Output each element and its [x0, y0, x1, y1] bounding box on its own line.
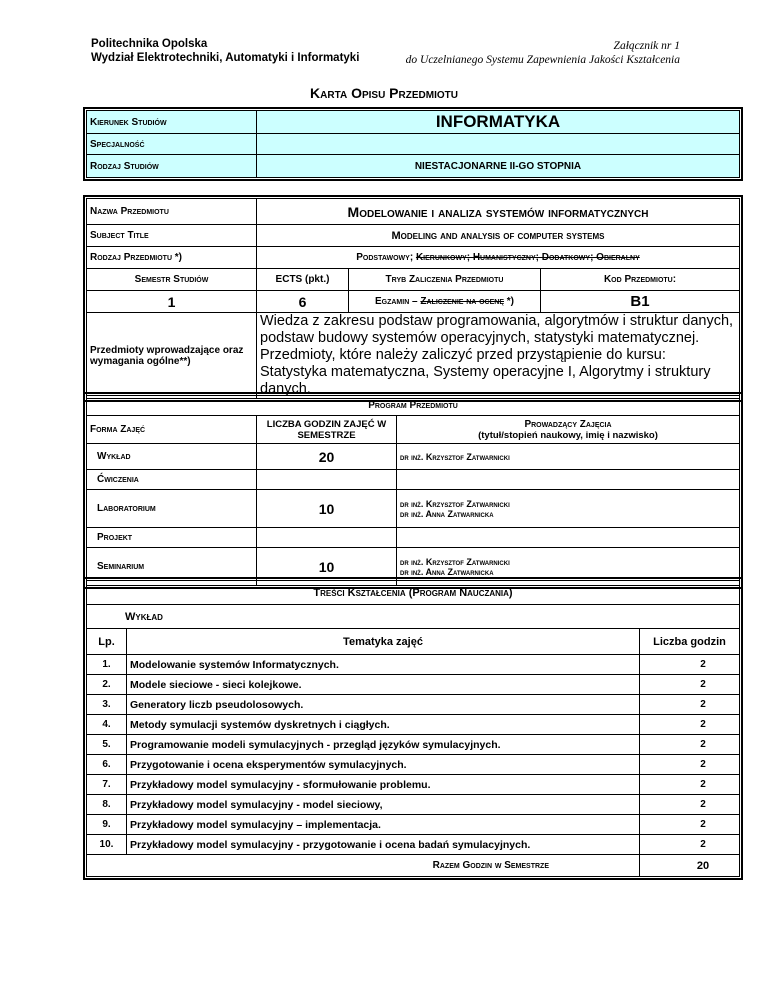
- mode-value: [349, 291, 541, 313]
- direction-label: Kierunek Studiów: [87, 111, 257, 134]
- content-heading: Treści Kształcenia (Program Nauczania): [87, 581, 740, 605]
- table-row: [87, 695, 740, 715]
- mode-label: Tryb Zaliczenia Przedmiotu: [349, 269, 541, 291]
- prereq-label: Przedmioty wprowadzające oraz wymagania ogólne**): [87, 313, 257, 399]
- teacher-1: dr inż. Krzysztof Zatwarnicki: [400, 451, 510, 462]
- direction-value: INFORMATYKA: [257, 111, 740, 134]
- col-teacher-subtitle: (tytuł/stopień naukowy, imię i nazwisko): [478, 429, 658, 441]
- teacher-cell: [397, 470, 740, 490]
- specialty-value: [257, 134, 740, 155]
- ects-value: 6: [257, 291, 349, 313]
- program-heading: Program Przedmiotu: [87, 396, 740, 416]
- topic-cell: Przykładowy model symulacyjny - sformułowanie problemu.: [127, 775, 640, 795]
- code-label: Kod Przedmiotu:: [541, 269, 740, 291]
- mode-struck: Zaliczenie na ocenę: [420, 296, 505, 307]
- total-value: 20: [640, 855, 740, 877]
- topic-cell: Przykładowy model symulacyjny - model sieciowy,: [127, 795, 640, 815]
- col-lecture-hours: Liczba godzin: [640, 629, 740, 655]
- program-table: [86, 395, 740, 586]
- faculty-name: Wydział Elektrotechniki, Automatyki i Informatyki: [91, 52, 360, 64]
- teacher-cell: [397, 490, 740, 528]
- subject-table: [86, 198, 740, 399]
- table-row: [87, 675, 740, 695]
- table-row: [87, 775, 740, 795]
- table-row: [87, 795, 740, 815]
- hours-cell: 10: [257, 548, 397, 586]
- content-subheading: Wykład: [87, 605, 740, 629]
- annex-line-1: Załącznik nr 1: [613, 40, 680, 52]
- lp-cell: 10.: [87, 835, 127, 855]
- table-row: [87, 715, 740, 735]
- mode-active: Egzamin –: [374, 296, 418, 307]
- col-form: Forma Zajęć: [87, 416, 257, 444]
- document-title: Karta Opisu Przedmiotu: [310, 85, 458, 101]
- header-institution: [91, 37, 359, 65]
- annex-line-2: do Uczelnianego Systemu Zapewnienia Jakości Kształcenia: [405, 54, 680, 66]
- lp-cell: 4.: [87, 715, 127, 735]
- table-row: [87, 655, 740, 675]
- teacher-2: dr inż. Anna Zatwarnicka: [400, 508, 494, 519]
- hours-cell: 2: [640, 795, 740, 815]
- subject-name-label: Nazwa Przedmiotu: [87, 199, 257, 225]
- teacher-1: dr inż. Krzysztof Zatwarnicki: [400, 556, 510, 567]
- subject-title-value: Modeling and analysis of computer systems: [257, 225, 740, 247]
- table-row: [87, 835, 740, 855]
- topic-cell: Modele sieciowe - sieci kolejkowe.: [127, 675, 640, 695]
- topic-cell: Programowanie modeli symulacyjnych - przegląd języków symulacyjnych.: [127, 735, 640, 755]
- hours-cell: 2: [640, 695, 740, 715]
- form-cell: Wykład: [87, 444, 257, 470]
- subject-name-value: Modelowanie i analiza systemów informatycznych: [257, 199, 740, 225]
- semester-value: 1: [87, 291, 257, 313]
- topic-cell: Metody symulacji systemów dyskretnych i ciągłych.: [127, 715, 640, 735]
- col-teacher-title: Prowadzący Zajęcia: [524, 418, 612, 430]
- col-hours: LICZBA GODZIN ZAJĘĆ W SEMESTRZE: [257, 416, 397, 444]
- hours-cell: 20: [257, 444, 397, 470]
- teacher-cell: [397, 444, 740, 470]
- lp-cell: 6.: [87, 755, 127, 775]
- program-row: [87, 528, 740, 548]
- topic-cell: Przygotowanie i ocena eksperymentów symulacyjnych.: [127, 755, 640, 775]
- kind-active: Podstawowy;: [356, 252, 414, 263]
- prereq-value: Wiedza z zakresu podstaw programowania, algorytmów i struktur danych, podstaw budowy systemów operacyjnych, statystyki matematycznej. Przedmioty, które należy zaliczyć przed przystąpienie do kursu: Statystyka matematyczna, Systemy operacyjne I, Algorytmy i struktury danych.: [257, 313, 740, 399]
- program-row: [87, 490, 740, 528]
- lp-cell: 2.: [87, 675, 127, 695]
- hours-cell: [257, 470, 397, 490]
- program-row: [87, 444, 740, 470]
- study-type-label: Rodzaj Studiów: [87, 155, 257, 178]
- hours-cell: 2: [640, 715, 740, 735]
- mode-suffix: *): [504, 296, 515, 307]
- program-row: [87, 470, 740, 490]
- teacher-cell: [397, 528, 740, 548]
- teacher-1: dr inż. Krzysztof Zatwarnicki: [400, 498, 510, 509]
- table-row: [87, 815, 740, 835]
- hours-cell: 2: [640, 835, 740, 855]
- lp-cell: 7.: [87, 775, 127, 795]
- subject-title-label: Subject Title: [87, 225, 257, 247]
- topic-cell: Przykładowy model symulacyjny - przygotowanie i ocena badań symulacyjnych.: [127, 835, 640, 855]
- form-cell: Seminarium: [87, 548, 257, 586]
- lp-cell: 5.: [87, 735, 127, 755]
- topic-cell: Generatory liczb pseudolosowych.: [127, 695, 640, 715]
- study-type-value: NIESTACJONARNE II-GO STOPNIA: [257, 155, 740, 178]
- topic-cell: Przykładowy model symulacyjny – implementacja.: [127, 815, 640, 835]
- university-name: Politechnika Opolska: [91, 38, 208, 50]
- header-annex: [406, 39, 680, 67]
- hours-cell: 2: [640, 815, 740, 835]
- hours-cell: 10: [257, 490, 397, 528]
- col-lp: Lp.: [87, 629, 127, 655]
- ects-label: ECTS (pkt.): [257, 269, 349, 291]
- col-topic: Tematyka zajęć: [127, 629, 640, 655]
- hours-cell: 2: [640, 655, 740, 675]
- lp-cell: 3.: [87, 695, 127, 715]
- lp-cell: 9.: [87, 815, 127, 835]
- col-teacher: [397, 416, 740, 444]
- hours-cell: 2: [640, 755, 740, 775]
- table-row: [87, 755, 740, 775]
- content-table: [86, 580, 740, 877]
- table-row: [87, 735, 740, 755]
- topic-cell: Modelowanie systemów Informatycznych.: [127, 655, 640, 675]
- subject-kind-label: Rodzaj Przedmiotu *): [87, 247, 257, 269]
- hours-cell: 2: [640, 775, 740, 795]
- form-cell: Ćwiczenia: [87, 470, 257, 490]
- lp-cell: 8.: [87, 795, 127, 815]
- form-cell: Laboratorium: [87, 490, 257, 528]
- hours-cell: [257, 528, 397, 548]
- specialty-label: Specjalność: [87, 134, 257, 155]
- lp-cell: 1.: [87, 655, 127, 675]
- form-cell: Projekt: [87, 528, 257, 548]
- total-label: Razem Godzin w Semestrze: [87, 855, 640, 877]
- kind-struck: Kierunkowy; Humanistyczny; Dodatkowy; Obieralny: [415, 252, 640, 263]
- study-table: [86, 110, 740, 178]
- semester-label: Semestr Studiów: [87, 269, 257, 291]
- hours-cell: 2: [640, 735, 740, 755]
- subject-kind-value: [257, 247, 740, 269]
- teacher-2: dr inż. Anna Zatwarnicka: [400, 566, 494, 577]
- code-value: B1: [541, 291, 740, 313]
- hours-cell: 2: [640, 675, 740, 695]
